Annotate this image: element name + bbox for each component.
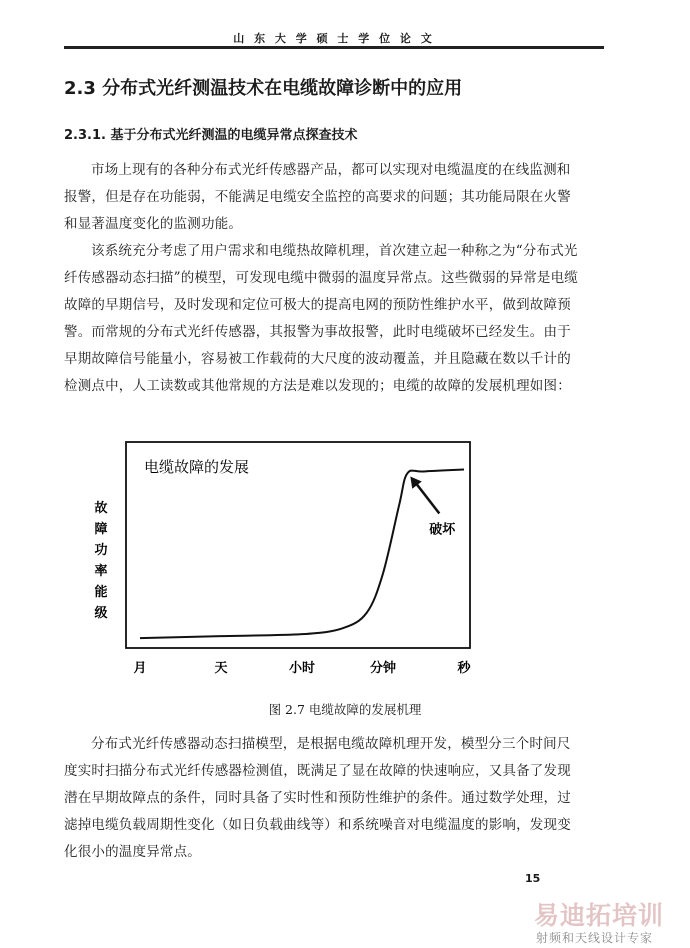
y-axis-label [94,500,107,621]
x-tick-label: 小时 [288,661,316,676]
figure-caption: 图 2.7 电缆故障的发展机理 [268,702,422,717]
y-label-char: 障 [94,522,108,537]
x-axis-ticks [133,660,471,676]
fault-development-chart [80,432,500,682]
paragraph-3: 分布式光纤传感器动态扫描模型，是根据电缆故障机理开发，模型分三个时间尺度实时扫描分布式光纤传感器检测值，既满足了显在故障的快速响应，又具备了发现潜在早期故障点的条件，同时具备了实时性和预防性维护的条件。通过数学处理，过滤掉电缆负载周期性变化（如日负载曲线等）和系统噪音对电缆温度的影响，发现变化很小的温度异常点。 [64,736,571,860]
y-label-char: 故 [94,501,108,516]
series-line [140,470,464,639]
annotation-label: 破坏 [429,522,456,538]
subsection-title: 2.3.1. 基于分布式光纤测温的电缆异常点探查技术 [64,128,358,143]
x-tick-label: 分钟 [369,661,397,676]
x-tick-label: 秒 [457,661,471,676]
annotation-arrow [415,482,439,513]
watermark [520,896,690,948]
y-label-char: 率 [94,564,108,579]
running-header: 山 东 大 学 硕 士 学 位 论 文 [233,32,435,45]
x-tick-label: 月 [133,661,147,676]
watermark-subtitle: 射频和天线设计专家 [536,931,654,945]
chart-svg [80,432,500,682]
page-number: 15 [525,872,541,885]
paragraph-2: 该系统充分考虑了用户需求和电缆热故障机理，首次建立起一种称之为“分布式光纤传感器动态扫描”的模型，可发现电缆中微弱的温度异常点。这些微弱的异常是电缆故障的早期信号，及时发现和定位可极大的提高电网的预防性维护水平，做到故障预警。而常规的分布式光纤传感器，其报警为事故报警，此时电缆破坏已经发生。由于早期故障信号能量小，容易被工作载荷的大尺度的波动覆盖，并且隐藏在数以千计的检测点中，人工读数或其他常规的方法是难以发现的；电缆的故障的发展机理如图： [64,243,579,394]
y-label-char: 功 [94,543,108,558]
x-tick-label: 天 [214,661,228,676]
paragraph-1: 市场上现有的各种分布式光纤传感器产品，都可以实现对电缆温度的在线监测和报警，但是存在功能弱，不能满足电缆安全监控的高要求的问题；其功能局限在火警和显著温度变化的监测功能。 [64,162,571,232]
section-title: 2.3 分布式光纤测温技术在电缆故障诊断中的应用 [64,78,463,99]
chart-title: 电缆故障的发展 [144,458,250,476]
header-rule [64,46,604,49]
y-label-char: 能 [94,585,108,600]
y-label-char: 级 [94,606,108,621]
watermark-text: 易迪拓培训 [534,901,665,930]
